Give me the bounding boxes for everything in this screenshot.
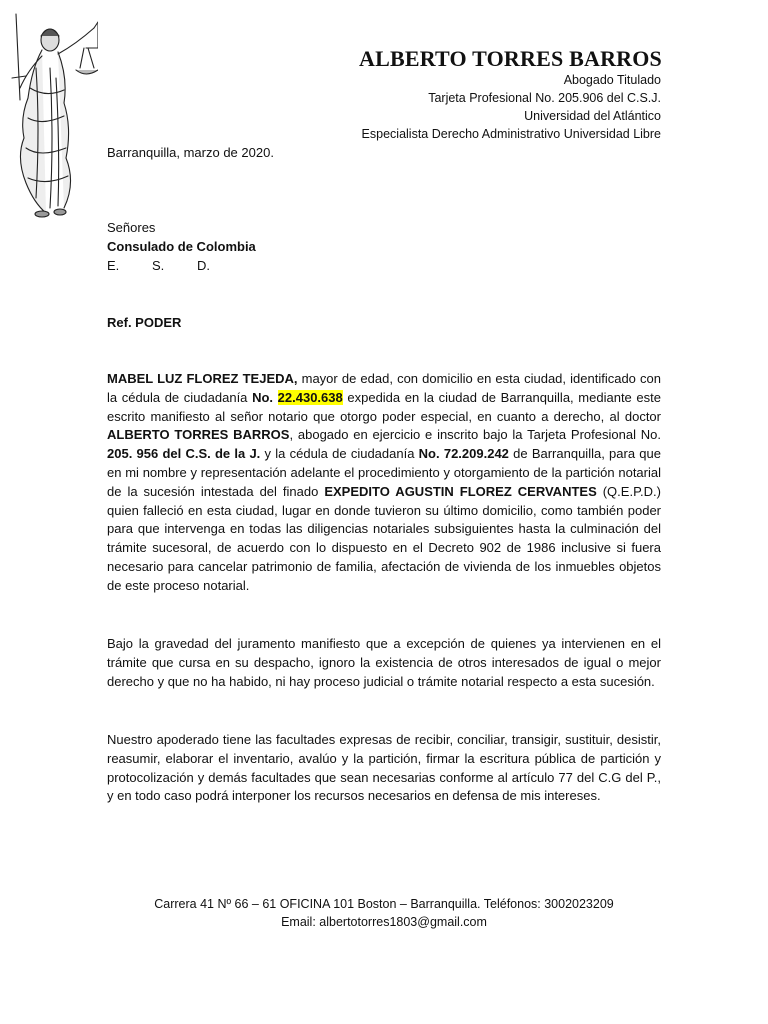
- recipient-esd: [107, 258, 242, 273]
- header-name: ALBERTO TORRES BARROS: [359, 46, 662, 71]
- esd-d: D.: [197, 258, 210, 273]
- header-specialty: Especialista Derecho Administrativo Universidad Libre: [361, 127, 661, 141]
- p1-text-f: (Q.E.P.D.) quien falleció en esta ciudad, lugar en donde tuvieron su último domicilio, como también poder para que intervenga en todas las diligencias notariales subsiguientes hasta la culminación del trámite sucesoral, de acuerdo con lo dispuesto en el Decreto 902 de 1986 inclusive si fuera necesario para cancelar patrimonio de familia, afectación de vivienda de los inmuebles objetos de este proceso notarial.: [107, 483, 662, 593]
- grantor-name: MABEL LUZ FLOREZ TEJEDA,: [107, 371, 298, 386]
- p1-text-a: mayor de edad, con domicilio en esta ciudad, identificado con la cédula de ciudadanía: [107, 371, 661, 405]
- p1-no-label: No.: [252, 389, 274, 405]
- p1-text-c: , abogado en ejercicio e inscrito bajo la Tarjeta Profesional No.: [289, 427, 661, 443]
- header-university: Universidad del Atlántico: [524, 109, 661, 123]
- footer-email: Email: albertotorres1803@gmail.com: [281, 915, 487, 929]
- date-line: Barranquilla, marzo de 2020.: [107, 145, 274, 160]
- attorney-name: ALBERTO TORRES BARROS: [107, 427, 290, 443]
- header-title: Abogado Titulado: [563, 73, 661, 87]
- p1-text-d: y la cédula de ciudadanía: [260, 446, 419, 462]
- recipient-salutation: Señores: [107, 220, 156, 235]
- footer-address: Carrera 41 Nº 66 – 61 OFICINA 101 Boston – Barranquilla. Teléfonos: 3002023209: [154, 897, 614, 911]
- p1-space: [273, 390, 278, 405]
- attorney-license: 205. 956 del C.S. de la J.: [107, 446, 261, 462]
- p1-text-b: expedida en la ciudad de Barranquilla, mediante este escrito manifiesto al señor notario que otorgo poder especial, en cuanto a derecho, al doctor: [107, 389, 661, 424]
- deceased-name: EXPEDITO AGUSTIN FLOREZ CERVANTES: [324, 483, 597, 499]
- body-paragraph-2: Bajo la gravedad del juramento manifiesto que a excepción de quienes ya intervienen en el trámite que cursa en su despacho, ignoro la existencia de otros interesados de igual o mejor derecho y que no ha habido, ni hay proceso judicial o trámite notarial respecto a esta sucesión.: [107, 636, 661, 689]
- esd-s: S.: [152, 258, 165, 273]
- attorney-id-number: No. 72.209.242: [418, 446, 509, 462]
- p1-text-e: de Barranquilla, para que en mi nombre y representación adelante el procedimiento y otorgamiento de la partición notarial de la sucesión intestada del finado: [107, 446, 661, 499]
- body-paragraph-3: Nuestro apoderado tiene las facultades expresas de recibir, conciliar, transigir, sustituir, desistir, reasumir, elaborar el inventario, avalúo y la partición, firmar la escritura pública de partición y protocolización y demás facultades que sean necesarias conforme al artículo 77 del C.G del P., y en todo caso podrá interponer los recursos necesarios en defensa de mis intereses.: [107, 732, 661, 804]
- grantor-id-number: 22.430.638: [277, 389, 343, 405]
- esd-e: E.: [107, 258, 120, 273]
- header-license: Tarjeta Profesional No. 205.906 del C.S.J.: [428, 91, 661, 105]
- lady-justice-logo: [6, 8, 98, 226]
- recipient-name: Consulado de Colombia: [107, 239, 256, 254]
- body-paragraph-1: [107, 370, 661, 596]
- reference-line: Ref. PODER: [107, 315, 182, 330]
